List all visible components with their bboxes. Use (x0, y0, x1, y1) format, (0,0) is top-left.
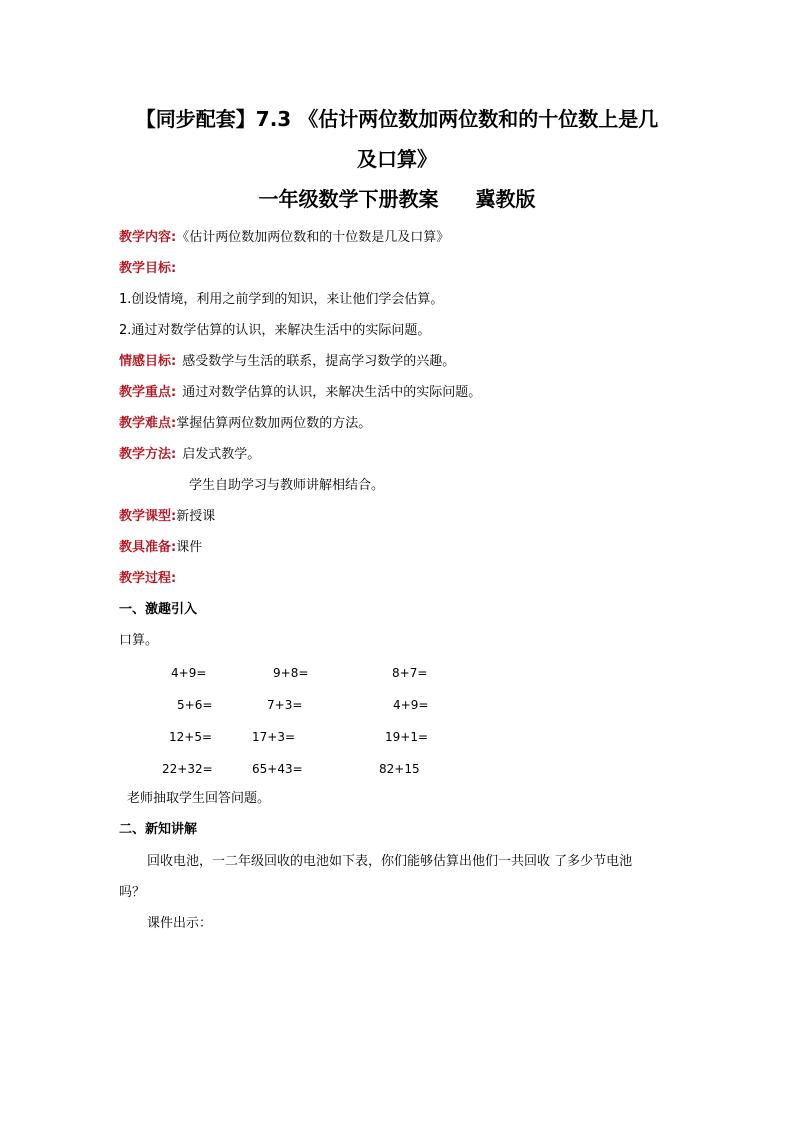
calc-item: 4+9= (393, 698, 429, 712)
courseware-display: 课件出示： (147, 916, 213, 931)
document-title-line-1: 【同步配套】7.3 《估计两位数加两位数和的十位数上是几 (135, 107, 659, 131)
calc-item: 19+1= (385, 730, 429, 744)
section-2-heading: 二、新知讲解 (119, 822, 198, 837)
tools-text: 课件 (176, 540, 203, 555)
calc-item: 4+9= (171, 666, 207, 680)
teacher-note: 老师抽取学生回答问题。 (127, 791, 271, 806)
teaching-method-label: 教学方法: (119, 447, 177, 462)
difficulty-line (119, 416, 371, 432)
key-point-label: 教学重点: (119, 385, 177, 400)
lesson-type-label: 教学课型: (119, 509, 177, 524)
section-2-paragraph-line-1: 回收电池，一二年级回收的电池如下表，你们能够估算出他们一共回收 了多少节电池 (147, 854, 633, 869)
teaching-process-label: 教学过程: (119, 571, 177, 586)
calc-item: 22+32= (162, 762, 213, 776)
teaching-content-label: 教学内容: (119, 230, 177, 245)
calc-item: 8+7= (392, 666, 428, 680)
subtitle-grade-course: 一年级数学下册教案 (258, 187, 439, 211)
calc-item: 5+6= (177, 698, 213, 712)
teaching-objectives-label: 教学目标: (119, 261, 177, 276)
emotion-objective-text: 感受数学与生活的联系，提高学习数学的兴趣。 (182, 354, 456, 369)
difficulty-text: 掌握估算两位数加两位数的方法。 (176, 416, 372, 431)
emotion-objective-label: 情感目标: (119, 354, 177, 369)
lesson-type-line (119, 509, 215, 525)
teaching-method-text-2: 学生自助学习与教师讲解相结合。 (189, 478, 385, 493)
oral-calculation-label: 口算。 (119, 633, 159, 648)
document-subtitle (100, 187, 694, 211)
objective-item-1: 1.创设情境，利用之前学到的知识，来让他们学会估算。 (119, 292, 444, 307)
teaching-process-line (119, 571, 176, 587)
document-title-line-2: 及口算》 (357, 147, 437, 171)
lesson-type-text: 新授课 (176, 509, 216, 524)
section-1-heading: 一、激趣引入 (119, 602, 198, 617)
teaching-content-text: 《估计两位数加两位数和的十位数是几及口算》 (176, 230, 450, 245)
calc-item: 7+3= (267, 698, 303, 712)
key-point-line (119, 385, 481, 401)
teaching-method-text-1: 启发式教学。 (182, 447, 261, 462)
teaching-content-line (119, 230, 449, 246)
tools-label: 教具准备: (119, 540, 177, 555)
calc-item: 9+8= (273, 666, 309, 680)
section-2-paragraph-line-2: 吗？ (119, 885, 146, 900)
calc-item: 12+5= (169, 730, 213, 744)
objective-item-2: 2.通过对数学估算的认识，来解决生活中的实际问题。 (119, 323, 431, 338)
calc-item: 82+15 (379, 762, 420, 776)
teaching-objectives-line (119, 261, 176, 277)
teaching-method-line (119, 447, 260, 463)
tools-line (119, 540, 202, 556)
emotion-objective-line (119, 354, 455, 370)
calc-item: 65+43= (252, 762, 303, 776)
key-point-text: 通过对数学估算的认识，来解决生活中的实际问题。 (182, 385, 482, 400)
subtitle-publisher: 冀教版 (475, 187, 536, 211)
difficulty-label: 教学难点: (119, 416, 177, 431)
calc-item: 17+3= (252, 730, 296, 744)
